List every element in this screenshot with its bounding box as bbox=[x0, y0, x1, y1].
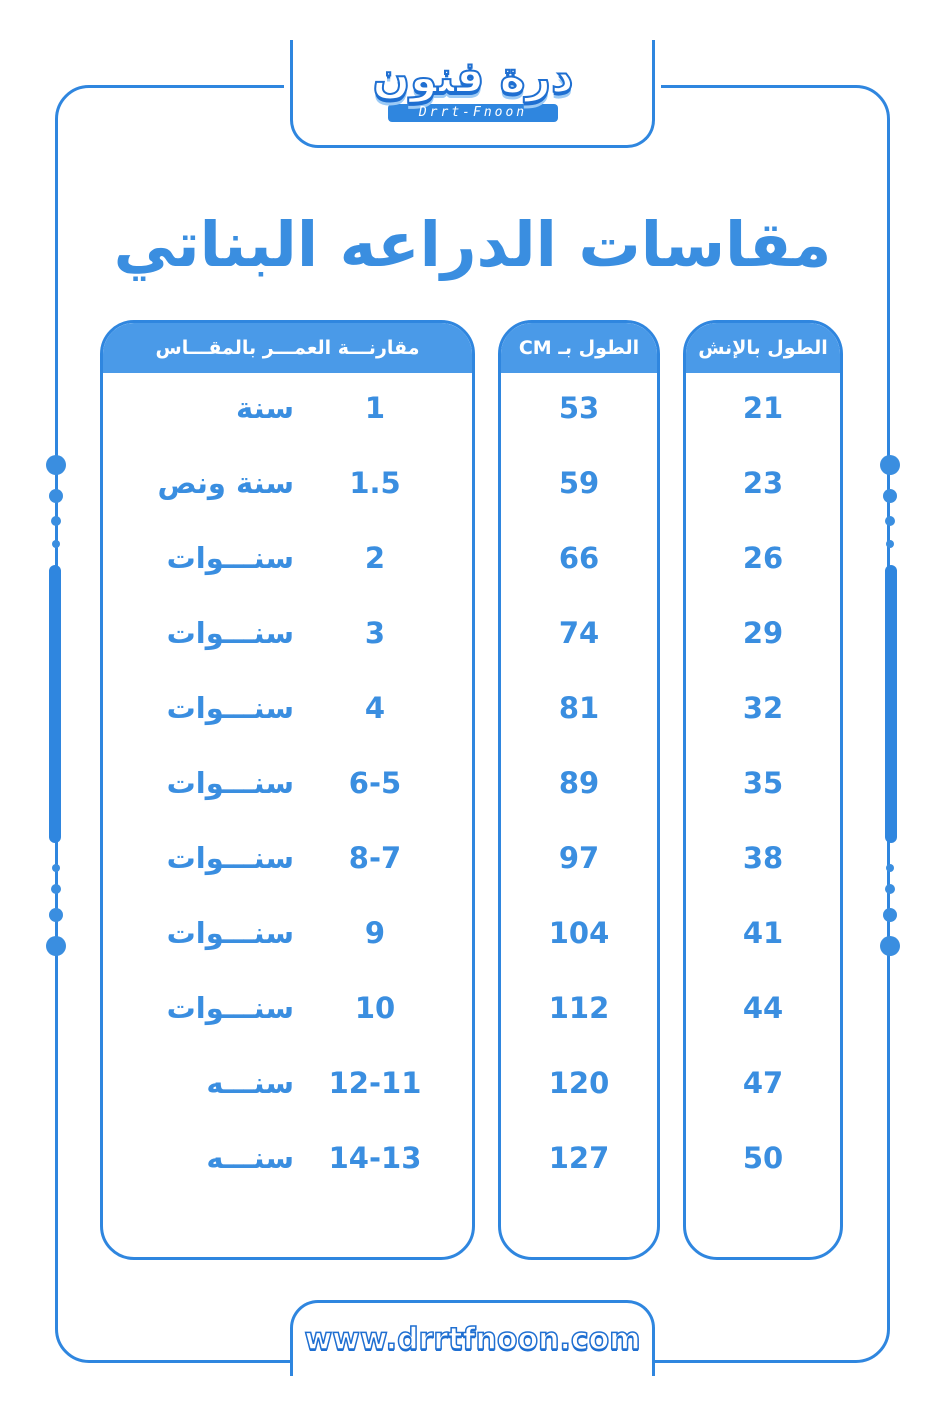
age-unit: سنـــه bbox=[206, 1141, 294, 1175]
cm-value: 120 bbox=[548, 1066, 610, 1100]
age-value: 10 bbox=[354, 991, 396, 1025]
logo-subtext: Drrt-Fnoon bbox=[388, 104, 558, 122]
inch-value: 26 bbox=[742, 541, 784, 575]
right-decor-dot bbox=[883, 908, 897, 922]
website-url[interactable]: www.drrtfnoon.com bbox=[304, 1322, 641, 1357]
age-unit: سنة ونص bbox=[157, 466, 294, 500]
cm-column bbox=[498, 320, 660, 1260]
age-unit: سنـــه bbox=[206, 1066, 294, 1100]
age-value: 1 bbox=[364, 391, 386, 425]
cm-value: 112 bbox=[548, 991, 610, 1025]
cm-value: 97 bbox=[558, 841, 600, 875]
left-decor-dot bbox=[52, 540, 60, 548]
age-value: 12-11 bbox=[328, 1066, 422, 1100]
inch-value: 29 bbox=[742, 616, 784, 650]
age-value: 2 bbox=[364, 541, 386, 575]
right-decor-dot bbox=[885, 516, 895, 526]
cm-value: 89 bbox=[558, 766, 600, 800]
inch-value: 41 bbox=[742, 916, 784, 950]
age-value: 14-13 bbox=[328, 1141, 422, 1175]
inch-value: 32 bbox=[742, 691, 784, 725]
cm-value: 59 bbox=[558, 466, 600, 500]
cm-value: 74 bbox=[558, 616, 600, 650]
left-decor-dot bbox=[49, 908, 63, 922]
right-decor-dot bbox=[886, 540, 894, 548]
age-value: 6-5 bbox=[348, 766, 402, 800]
cm-column-header: الطول بـ CM bbox=[501, 323, 657, 373]
right-decor-dot bbox=[885, 884, 895, 894]
age-column bbox=[100, 320, 475, 1260]
inch-value: 38 bbox=[742, 841, 784, 875]
right-decor-bar bbox=[885, 565, 897, 843]
left-decor-dot bbox=[49, 489, 63, 503]
cm-value: 66 bbox=[558, 541, 600, 575]
age-value: 9 bbox=[364, 916, 386, 950]
page-title: مقاسات الدراعه البناتي bbox=[113, 208, 832, 281]
inch-value: 44 bbox=[742, 991, 784, 1025]
age-column-header: مقارنـــة العمـــر بالمقـــاس bbox=[103, 323, 472, 373]
logo-text: درة فنون bbox=[372, 52, 574, 103]
age-unit: سنـــوات bbox=[166, 616, 294, 650]
right-decor-dot bbox=[880, 936, 900, 956]
cm-value: 127 bbox=[548, 1141, 610, 1175]
age-value: 3 bbox=[364, 616, 386, 650]
left-decor-dot bbox=[46, 936, 66, 956]
right-decor-dot bbox=[880, 455, 900, 475]
age-unit: سنـــوات bbox=[166, 841, 294, 875]
age-value: 8-7 bbox=[348, 841, 402, 875]
age-unit: سنة bbox=[236, 391, 294, 425]
inch-column-header: الطول بالإنش bbox=[686, 323, 840, 373]
age-unit: سنـــوات bbox=[166, 541, 294, 575]
inch-value: 50 bbox=[742, 1141, 784, 1175]
cm-value: 53 bbox=[558, 391, 600, 425]
left-decor-dot bbox=[46, 455, 66, 475]
cm-value: 81 bbox=[558, 691, 600, 725]
inch-value: 47 bbox=[742, 1066, 784, 1100]
inch-value: 23 bbox=[742, 466, 784, 500]
age-unit: سنـــوات bbox=[166, 991, 294, 1025]
brand-logo bbox=[328, 52, 618, 127]
left-decor-bar bbox=[49, 565, 61, 843]
right-decor-dot bbox=[886, 864, 894, 872]
cm-value: 104 bbox=[548, 916, 610, 950]
right-decor-dot bbox=[883, 489, 897, 503]
inch-column bbox=[683, 320, 843, 1260]
age-value: 4 bbox=[364, 691, 386, 725]
inch-value: 35 bbox=[742, 766, 784, 800]
inch-value: 21 bbox=[742, 391, 784, 425]
age-value: 1.5 bbox=[349, 466, 401, 500]
age-unit: سنـــوات bbox=[166, 691, 294, 725]
left-decor-dot bbox=[52, 864, 60, 872]
left-decor-dot bbox=[51, 884, 61, 894]
age-unit: سنـــوات bbox=[166, 766, 294, 800]
age-unit: سنـــوات bbox=[166, 916, 294, 950]
left-decor-dot bbox=[51, 516, 61, 526]
